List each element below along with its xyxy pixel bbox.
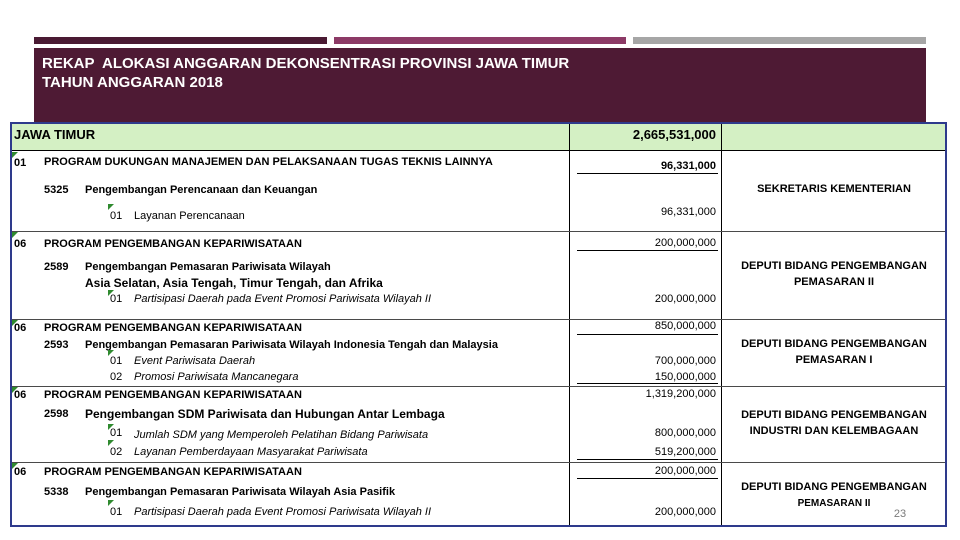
program-amount: 850,000,000	[654, 320, 716, 332]
activity-code: 2593	[44, 339, 69, 351]
unit-label: SEKRETARIS KEMENTERIAN	[757, 183, 911, 195]
output-code: 01	[110, 293, 123, 305]
page-number: 23	[893, 508, 907, 520]
output-amount: 200,000,000	[654, 293, 716, 305]
output-amount: 150,000,000	[654, 371, 716, 383]
program-name: PROGRAM PENGEMBANGAN KEPARIWISATAAN	[44, 322, 302, 334]
activity-code: 5325	[44, 184, 69, 196]
top-accent-bar-1	[34, 37, 327, 44]
program-amount: 1,319,200,000	[645, 388, 716, 400]
program-name: PROGRAM PENGEMBANGAN KEPARIWISATAAN	[44, 238, 302, 250]
province-header-row	[12, 124, 945, 151]
output-amount: 700,000,000	[654, 355, 716, 367]
output-amount: 800,000,000	[654, 427, 716, 439]
top-accent-bar-3	[633, 37, 926, 44]
program-name: PROGRAM DUKUNGAN MANAJEMEN DAN PELAKSANAAN TUGAS TEKNIS LAINNYA	[44, 156, 493, 168]
output-code: 02	[110, 371, 123, 383]
output-amount: 96,331,000	[660, 206, 716, 218]
program-code: 01	[14, 157, 27, 169]
amount-underline	[577, 250, 718, 251]
output-code: 01	[110, 355, 123, 367]
output-code: 02	[110, 446, 123, 458]
program-name: PROGRAM PENGEMBANGAN KEPARIWISATAAN	[44, 389, 302, 401]
program-amount: 200,000,000	[654, 237, 716, 249]
activity-code: 5338	[44, 486, 69, 498]
unit-label: PEMASARAN II	[797, 498, 871, 509]
amount-underline	[577, 334, 718, 335]
slide-title: REKAP ALOKASI ANGGARAN DEKONSENTRASI PROVINSI JAWA TIMUR TAHUN ANGGARAN 2018	[42, 55, 570, 91]
activity-name: Pengembangan SDM Pariwisata dan Hubungan Antar Lembaga	[85, 407, 445, 421]
activity-code: 2598	[44, 408, 69, 420]
unit-label: DEPUTI BIDANG PENGEMBANGAN	[741, 260, 927, 272]
output-name: Layanan Pemberdayaan Masyarakat Pariwisata	[134, 446, 368, 458]
output-name: Layanan Perencanaan	[134, 210, 245, 222]
output-name: Event Pariwisata Daerah	[134, 355, 256, 367]
title-banner	[34, 48, 926, 124]
row-divider	[12, 231, 945, 232]
output-code: 01	[110, 506, 123, 518]
activity-name: Pengembangan Pemasaran Pariwisata Wilayah	[85, 261, 331, 273]
unit-label: DEPUTI BIDANG PENGEMBANGAN	[741, 409, 927, 421]
program-code: 06	[14, 238, 27, 250]
unit-label: PEMASARAN II	[793, 276, 875, 288]
output-name: Jumlah SDM yang Memperoleh Pelatihan Bidang Pariwisata	[134, 429, 429, 441]
activity-name-continued: Asia Selatan, Asia Tengah, Timur Tengah, dan Afrika	[85, 276, 383, 290]
amount-underline	[577, 478, 718, 479]
output-amount: 200,000,000	[654, 506, 716, 518]
amount-underline	[577, 459, 718, 460]
output-code: 01	[110, 427, 123, 439]
activity-code: 2589	[44, 261, 69, 273]
top-accent-bar-2	[334, 37, 626, 44]
program-code: 06	[14, 389, 27, 401]
province-name: JAWA TIMUR	[14, 127, 96, 142]
row-divider	[12, 319, 945, 320]
program-amount: 96,331,000	[660, 160, 716, 172]
unit-label: INDUSTRI DAN KELEMBAGAAN	[749, 425, 919, 437]
output-name: Partisipasi Daerah pada Event Promosi Pariwisata Wilayah II	[134, 293, 432, 305]
amount-underline	[577, 173, 718, 174]
output-code: 01	[110, 210, 123, 222]
amount-underline	[577, 383, 718, 384]
program-amount: 200,000,000	[654, 465, 716, 477]
column-divider-amount	[569, 124, 570, 525]
activity-name: Pengembangan Pemasaran Pariwisata Wilayah Asia Pasifik	[85, 486, 396, 498]
unit-label: PEMASARAN I	[795, 354, 873, 366]
program-name: PROGRAM PENGEMBANGAN KEPARIWISATAAN	[44, 466, 302, 478]
program-code: 06	[14, 322, 27, 334]
output-name: Promosi Pariwisata Mancanegara	[134, 371, 299, 383]
province-total: 2,665,531,000	[632, 127, 716, 142]
unit-label: DEPUTI BIDANG PENGEMBANGAN	[741, 338, 927, 350]
activity-name: Pengembangan Pemasaran Pariwisata Wilayah Indonesia Tengah dan Malaysia	[85, 339, 498, 351]
budget-table	[10, 122, 947, 527]
output-amount: 519,200,000	[654, 446, 716, 458]
activity-name: Pengembangan Perencanaan dan Keuangan	[85, 184, 318, 196]
row-divider	[12, 462, 945, 463]
program-code: 06	[14, 466, 27, 478]
output-name: Partisipasi Daerah pada Event Promosi Pariwisata Wilayah II	[134, 506, 432, 518]
unit-label: DEPUTI BIDANG PENGEMBANGAN	[741, 481, 927, 493]
column-divider-unit	[721, 124, 722, 525]
row-divider	[12, 386, 945, 387]
